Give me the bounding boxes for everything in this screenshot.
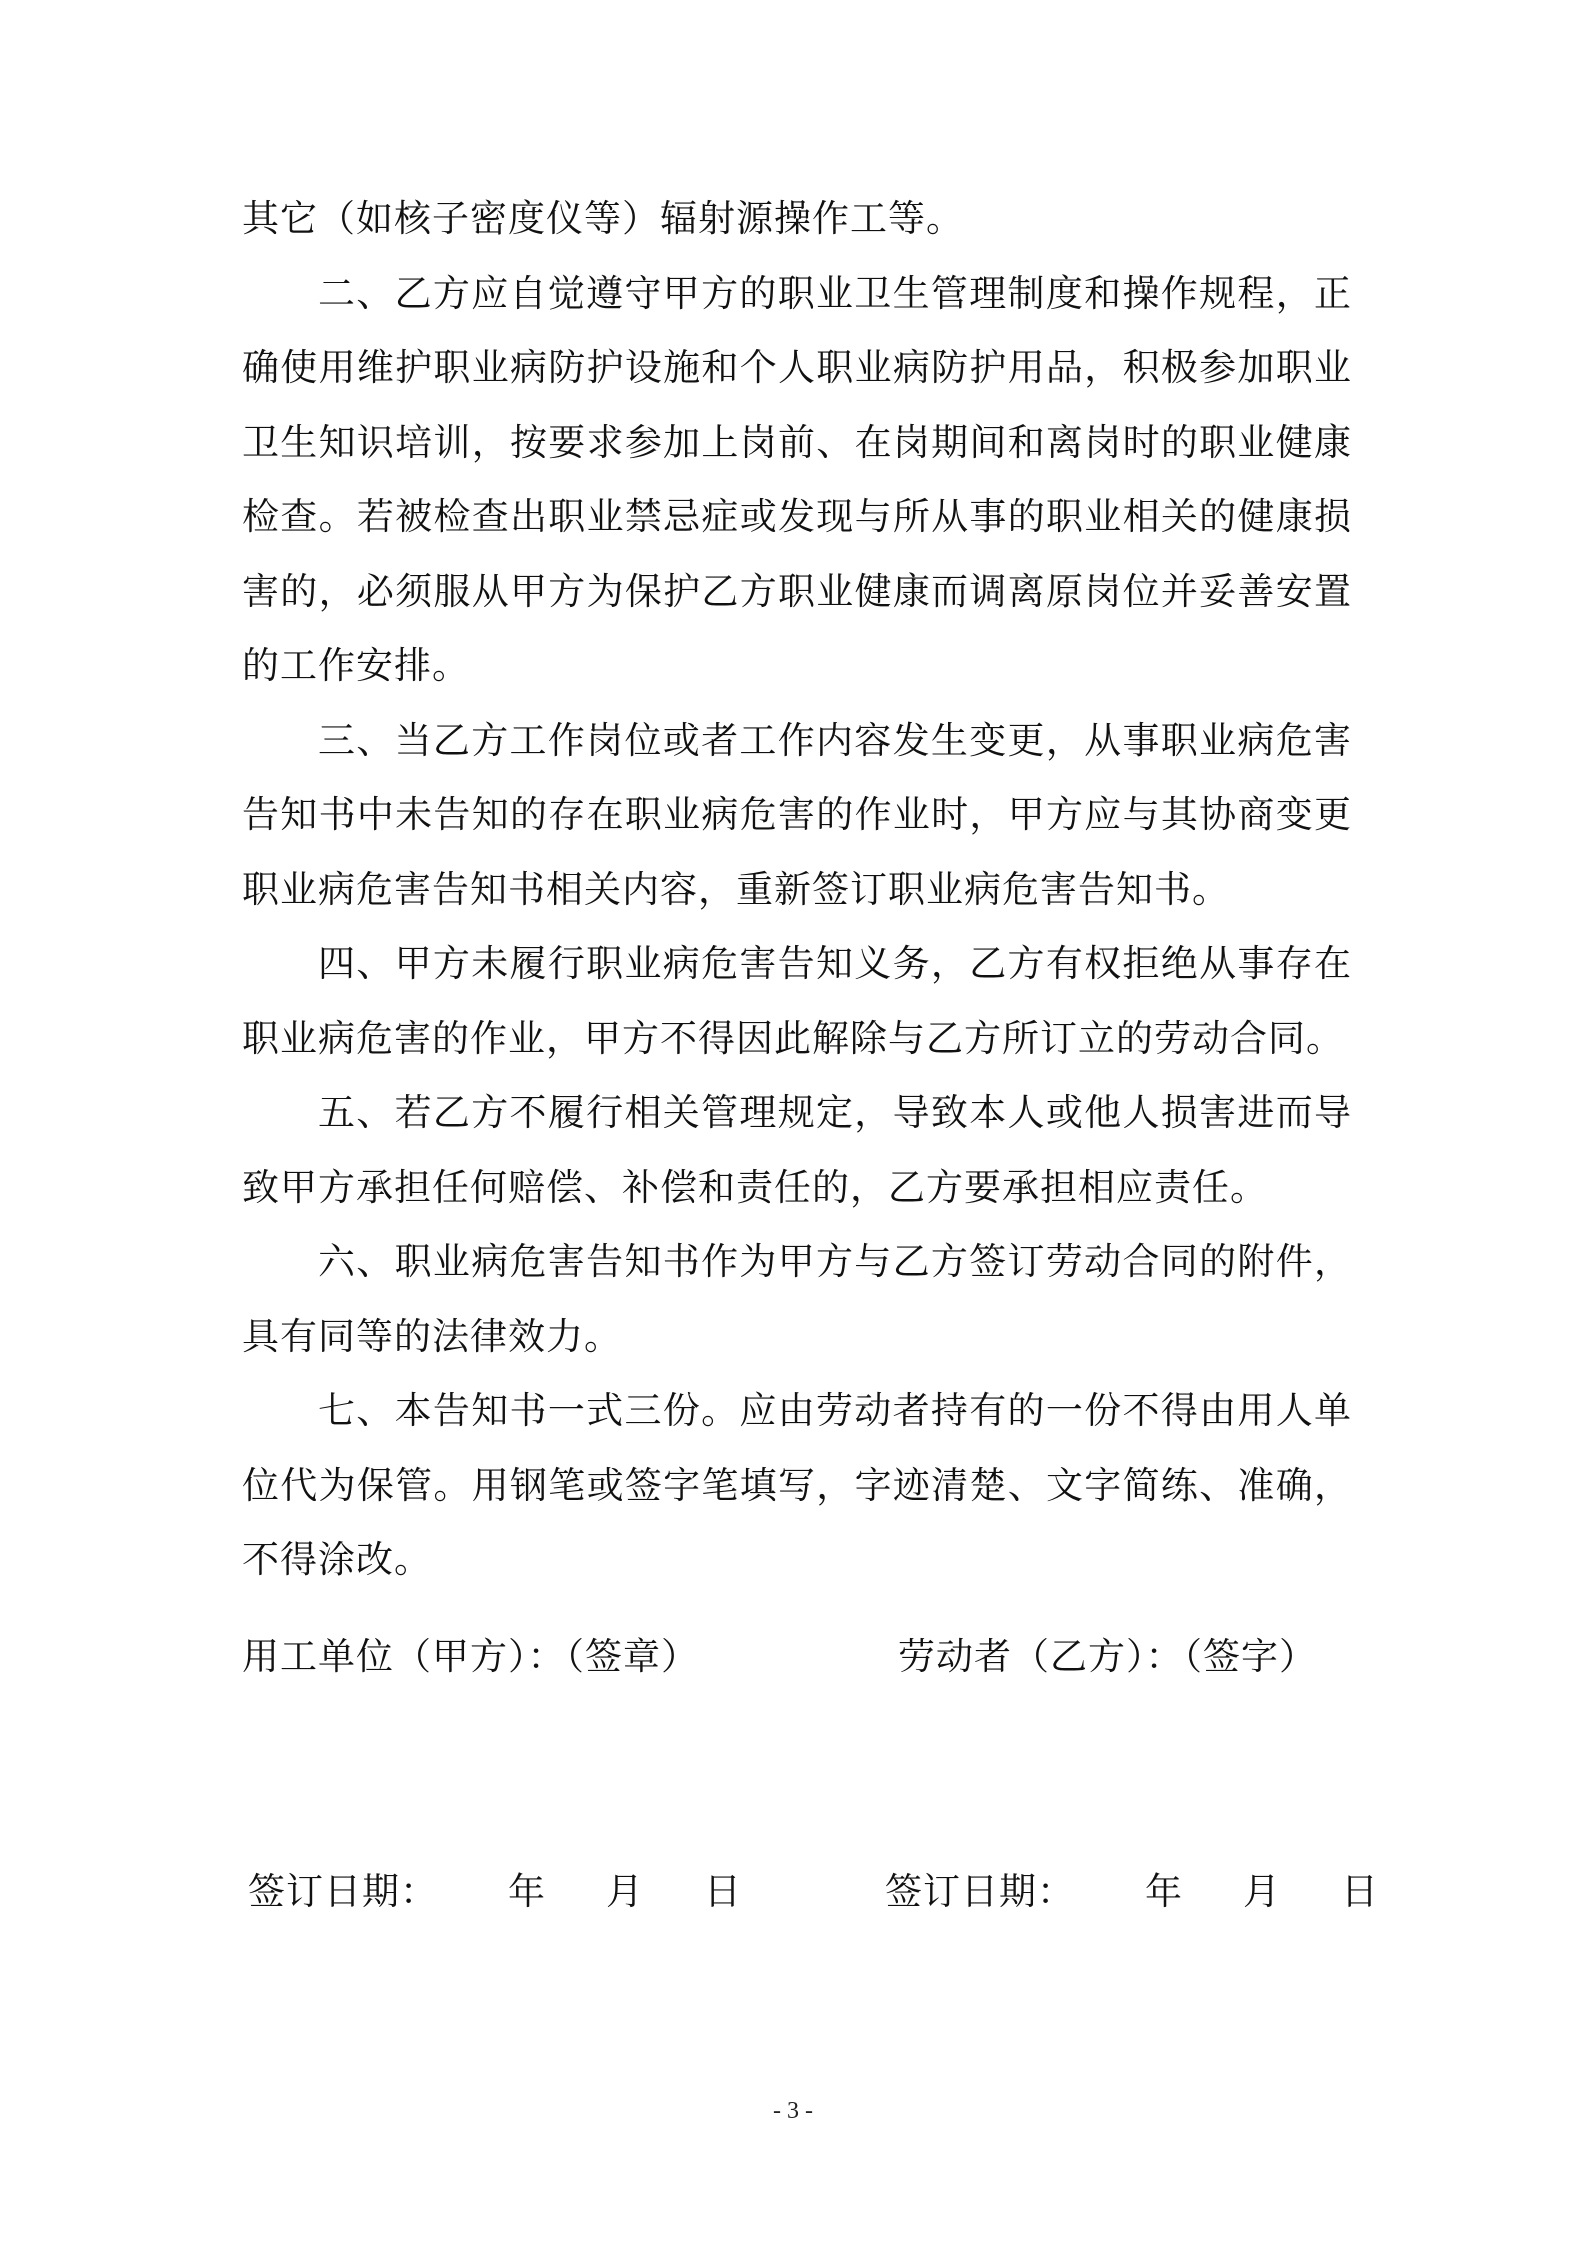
worker-signature-label: 劳动者（乙方）：（签字） bbox=[898, 1635, 1317, 1678]
sign-date-label: 签订日期： bbox=[248, 1870, 438, 1913]
sign-date-label: 签订日期： bbox=[885, 1870, 1075, 1913]
clause-2: 二、乙方应自觉遵守甲方的职业卫生管理制度和操作规程，正确使用维护职业病防护设施和个人职业病防护用品，积极参加职业卫生知识培训，按要求参加上岗前、在岗期间和离岗时的职业健康检查。若被检查出职业禁忌症或发现与所从事的职业相关的健康损害的，必须服从甲方为保护乙方职业健康而调离原岗位并妥善安置的工作安排。 bbox=[242, 271, 1352, 687]
sign-date-day: 日 bbox=[1341, 1870, 1379, 1913]
clause-6: 六、职业病危害告知书作为甲方与乙方签订劳动合同的附件，具有同等的法律效力。 bbox=[242, 1240, 1352, 1358]
sign-date-year: 年 bbox=[508, 1870, 546, 1913]
sign-date-day: 日 bbox=[704, 1870, 742, 1913]
clause-5: 五、若乙方不履行相关管理规定，导致本人或他人损害进而导致甲方承担任何赔偿、补偿和责任的，乙方要承担相应责任。 bbox=[242, 1091, 1352, 1209]
clause-3: 三、当乙方工作岗位或者工作内容发生变更，从事职业病危害告知书中未告知的存在职业病危害的作业时，甲方应与其协商变更职业病危害告知书相关内容，重新签订职业病危害告知书。 bbox=[242, 718, 1352, 911]
clause-4: 四、甲方未履行职业病危害告知义务，乙方有权拒绝从事存在职业病危害的作业，甲方不得因此解除与乙方所订立的劳动合同。 bbox=[242, 942, 1352, 1060]
sign-date-month: 月 bbox=[1243, 1870, 1281, 1913]
clause-7: 七、本告知书一式三份。应由劳动者持有的一份不得由用人单位代为保管。用钢笔或签字笔填写，字迹清楚、文字简练、准确，不得涂改。 bbox=[242, 1389, 1352, 1581]
paragraph-continuation: 其它（如核子密度仪等）辐射源操作工等。 bbox=[242, 197, 964, 240]
sign-date-month: 月 bbox=[606, 1870, 644, 1913]
worker-sign-date bbox=[885, 1867, 1379, 1917]
employer-signature-label: 用工单位（甲方）：（签章） bbox=[242, 1635, 699, 1678]
page-number: - 3 - bbox=[773, 2098, 813, 2124]
employer-sign-date bbox=[248, 1867, 742, 1917]
sign-date-year: 年 bbox=[1145, 1870, 1183, 1913]
document-body bbox=[242, 182, 1352, 1598]
